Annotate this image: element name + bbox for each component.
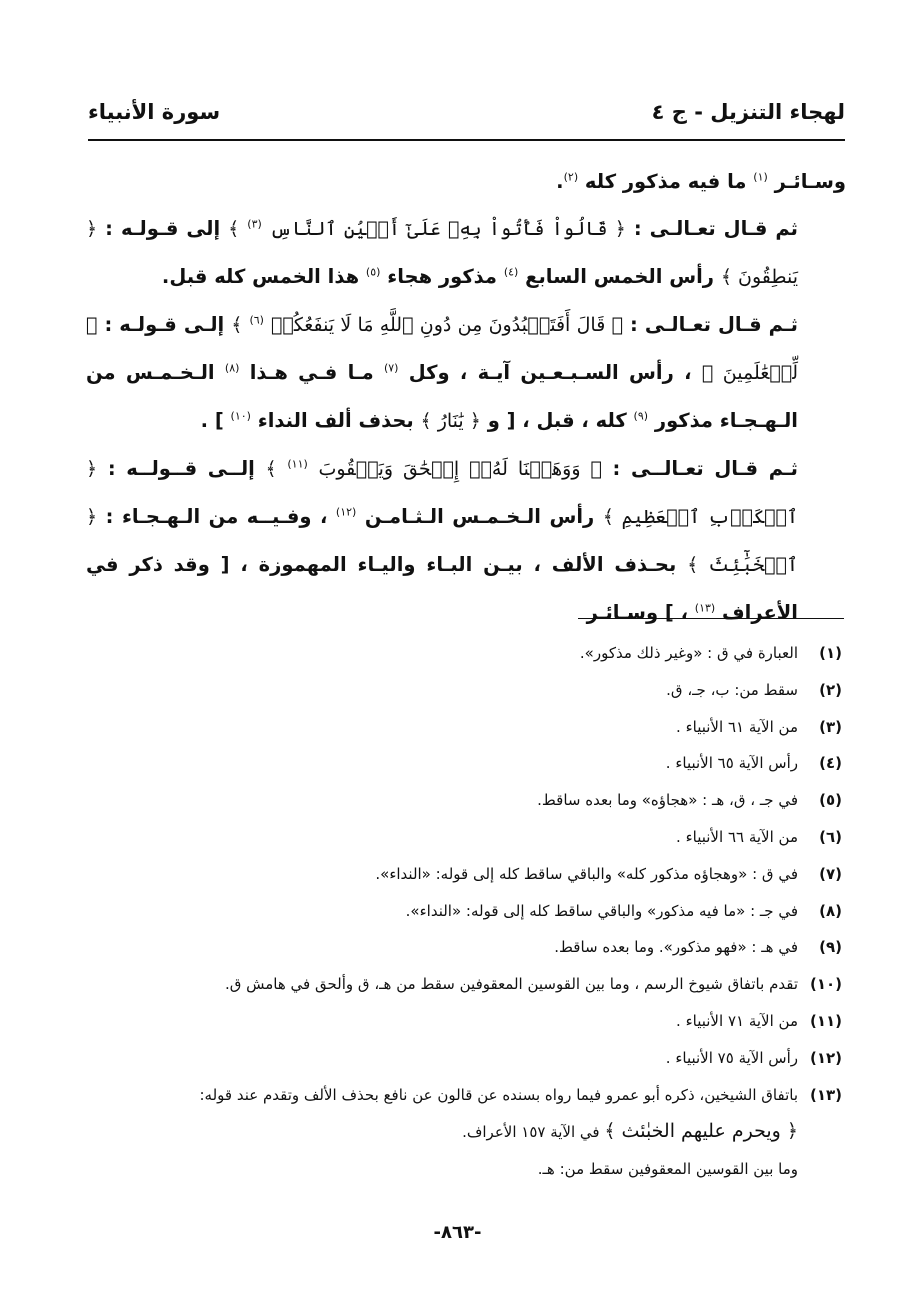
quran-quote: ﴿ قَالُواْ فَأْتُواْ بِهِۦ عَلَىٰٓ أَعۡيُنِ ٱلنَّاسِ <box>269 218 626 240</box>
quran-quote: ﴿ ٱلۡكَرۡبِ ٱلۡعَظِيمِ ﴾ <box>86 458 799 528</box>
paragraph-3: ثـم قـال تعـالـى : ﴿ قَالَ أَفَتَعۡبُدُونَ مِن دُونِ ٱللَّهِ مَا لَا يَنفَعُكُمۡ $^{(٦)}$ ﴾ إلـى قـولـه : ﴿ لِّلۡعَٰلَمِينَ ﴾ ، رأس السـبـعـين آيـة ، وكل $^{(٧)}$ مـا فـي هـذا $^{(٨)}$ الـخـمـس من الـهـجـاء مذكور $^{(٩)}$ كله ، قبل ، [ و ﴿ يَٰنَارُ ﴾ بحذف ألف النداء $^{(١٠)}$ ] . <box>86 313 798 432</box>
quran-quote: ﴿ ٱلۡخَبَٰٓئِثَ ﴾ <box>86 506 799 576</box>
footnote-separator <box>578 618 844 619</box>
paragraph-2: ثم قـال تعـالـى : ﴿ قَالُواْ فَأْتُواْ بِهِۦ عَلَىٰٓ أَعۡيُنِ ٱلنَّاسِ $^{(٣)}$ ﴾ إلى قـولـه : ﴿ يَنطِقُونَ ﴾ رأس الخمس السابع $^{(٤)}$ مذكور هجاء $^{(٥)}$ هذا الخمس كله قبل. <box>86 217 798 288</box>
header-rule <box>88 139 845 141</box>
footnote-ref: (٧) <box>383 361 399 375</box>
footnote-item: (١١) من الآية ٧١ الأنبياء . <box>676 1011 842 1030</box>
footnote-item: (٢) سقط من: ب، جـ، ق. <box>666 680 842 699</box>
footnote-item: (٤) رأس الآية ٦٥ الأنبياء . <box>665 754 842 773</box>
footnote-ref: (١١) <box>287 457 308 471</box>
footnote-item: (١) العبارة في ق : «وغير ذلك مذكور». <box>579 644 842 662</box>
quran-quote: ﴿ يَنطِقُونَ ﴾ <box>86 218 798 288</box>
footnote-ref: (٩) <box>633 409 649 423</box>
page-number: -٨٦٣- <box>433 1222 482 1243</box>
footnote-item: (١٢) رأس الآية ٧٥ الأنبياء . <box>665 1048 842 1067</box>
main-text <box>86 158 846 636</box>
quran-quote: ﴿ قَالَ أَفَتَعۡبُدُونَ مِن دُونِ ٱللَّهِ مَا لَا يَنفَعُكُمۡ <box>271 314 623 336</box>
footnote-item: (٦) من الآية ٦٦ الأنبياء . <box>676 827 842 846</box>
paragraph-4: ثـم قـال تعـالــى : ﴿ وَوَهَبۡنَا لَهُۥٓ إِسۡحَٰقَ وَيَعۡقُوبَ $^{(١١)}$ ﴾ إلــى قــولــه : ﴿ ٱلۡكَرۡبِ ٱلۡعَظِيمِ ﴾ رأس الـخـمـس الـثـامـن $^{(١٢)}$ ، وفـيــه من الـهـجـاء : ﴿ ٱلۡخَبَٰٓئِثَ ﴾ بحـذف الألف ، بيـن البـاء واليـاء المهموزة ، [ وقد ذكر في الأعراف $^{(١٣)}$ ، ] وسـائـر <box>86 457 799 624</box>
footnote-continuation: وما بين القوسين المعقوفين سقط من: هـ. <box>537 1160 798 1179</box>
footnote-ref: (١٣) <box>694 601 716 615</box>
footnotes <box>86 635 842 1188</box>
footnote-ref: (٦) <box>249 313 264 327</box>
footnote-ref: (٣) <box>247 217 262 231</box>
quran-quote: ﴿ لِّلۡعَٰلَمِينَ ﴾ <box>86 314 798 384</box>
footnote-continuation: ﴿ ويحرم عليهم الخبٰئث ﴾ في الآية ١٥٧ الأعراف. <box>462 1120 798 1143</box>
footnote-ref: (٤) <box>503 265 519 279</box>
footnote-ref: (٨) <box>224 361 240 375</box>
running-header <box>88 92 845 132</box>
quran-quote: ﴿ وَوَهَبۡنَا لَهُۥٓ إِسۡحَٰقَ وَيَعۡقُوبَ <box>318 458 602 480</box>
footnote-ref: (١) <box>753 170 768 184</box>
footnote-ref: (١٠) <box>230 409 251 423</box>
quran-quote: ﴿ يَٰنَارُ ﴾ <box>420 410 481 432</box>
footnote-item: (٣) من الآية ٦١ الأنبياء . <box>676 717 842 736</box>
quran-quote: ﴿ ويحرم عليهم الخبٰئث ﴾ <box>604 1120 798 1143</box>
footnote-item: (٨) في جـ : «ما فيه مذكور» والباقي ساقط كله إلى قوله: «النداء». <box>405 901 842 920</box>
footnote-item: (٧) في ق : «وهجاؤه مذكور كله» والباقي ساقط كله إلى قوله: «النداء». <box>375 864 842 883</box>
footnote-item: (١٠) تقدم باتفاق شيوخ الرسم ، وما بين القوسين المعقوفين سقط من هـ، ق وألحق في هامش ق. <box>224 975 842 994</box>
footnote-item: (٥) في جـ ، ق، هـ : «هجاؤه» وما بعده ساقط. <box>537 791 842 810</box>
book-title: لهجاء التنزيل - ج ٤ <box>651 100 845 124</box>
footnote-item: (٩) في هـ : «فهو مذكور». وما بعده ساقط. <box>554 938 842 957</box>
footnote-ref: (٥) <box>365 265 381 279</box>
footnote-ref: (١٢) <box>335 505 357 519</box>
paragraph-1: وسـائـر $^{(١)}$ ما فيه مذكور كله $^{(٢)}$. <box>556 170 846 193</box>
footnote-ref: (٢) <box>563 170 579 184</box>
footnote-item: (١٣) باتفاق الشيخين، ذكره أبو عمرو فيما رواه بسنده عن قالون عن نافع بحذف الألف وتقدم عند قوله: <box>199 1085 842 1104</box>
surah-title: سورة الأنبياء <box>88 100 221 124</box>
